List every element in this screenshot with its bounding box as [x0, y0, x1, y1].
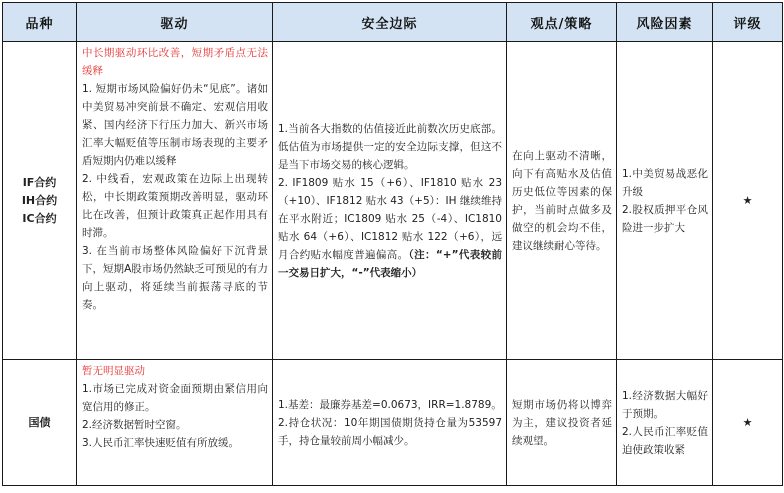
drive-item: 2.经济数据暂时空窗。 [82, 419, 187, 431]
category-index-futures [3, 42, 77, 360]
drive-title: 中长期驱动环比改善，短期矛盾点无法缓释 [82, 47, 268, 77]
view-cell [507, 42, 617, 360]
basis-note: （注：“+”代表较前一交易日扩大，“-”代表缩小） [278, 248, 502, 279]
view-cell [507, 360, 617, 486]
header-row [3, 3, 783, 42]
drive-cell [77, 360, 273, 486]
view-text: 在向上驱动不清晰，向下有高贴水及估值历史低位等因素的保护，当前时点做多及做空的机会均不佳，建议继续耐心等待。 [512, 149, 612, 252]
safety-cell [273, 360, 507, 486]
basis-text: 2. IF1809 贴水 15（+6）、IF1810 贴水 23（+10）、IF1812 贴水 43（+5）：IH 继续维持在平水附近；IC1809 贴水 25（-4）、IC1810 贴水 64（+6）、IC1812 贴水 122（+6），远月合约贴水幅度普遍偏高。 [278, 176, 502, 261]
risk-cell [617, 42, 713, 360]
drive-item: 2. 中线看，宏观政策在边际上出现转松，中长期政策预期改善明显，驱动环比在改善，但预计政策真正起作用具有时滞。 [82, 173, 268, 239]
safety-item [278, 174, 502, 282]
view-text: 短期市场仍将以博弈为主，建议投资者延续观望。 [512, 398, 612, 447]
drive-title: 暂无明显驱动 [82, 365, 145, 377]
safety-cell [273, 42, 507, 360]
safety-item: 1.基差：最廉券基差=0.0673，IRR=1.8789。 [278, 398, 502, 411]
safety-item: 2.持仓状况：10年期国债期货持仓量为53597手，持仓量较前周小幅减少。 [278, 416, 502, 447]
risk-cell [617, 360, 713, 486]
header-view-strategy: 观点/策略 [507, 3, 617, 42]
rating-cell [713, 360, 783, 486]
safety-item: 1.当前各大指数的估值接近此前数次历史底部。低估值为市场提供一定的安全边际支撑，但这不是当下市场交易的核心逻辑。 [278, 122, 502, 171]
header-risk-factors: 风险因素 [617, 3, 713, 42]
header-variety: 品种 [3, 3, 77, 42]
risk-text: 1.经济数据大幅好于预期。 2.人民币汇率贬值迫使政策收紧 [622, 389, 708, 456]
header-rating: 评级 [713, 3, 783, 42]
category-treasury [3, 360, 77, 486]
rating-cell [713, 42, 783, 360]
header-safety-margin: 安全边际 [273, 3, 507, 42]
header-drive: 驱动 [77, 3, 273, 42]
drive-cell [77, 42, 273, 360]
category-label: 国债 [28, 415, 51, 429]
drive-item: 1.市场已完成对资金面预期由紧信用向宽信用的修正。 [82, 383, 268, 413]
strategy-table [2, 2, 783, 486]
table-row-index-futures [3, 42, 783, 360]
risk-text: 1.中美贸易战恶化升级 2.股权质押平仓风险进一步扩大 [622, 167, 708, 234]
table-row-treasury [3, 360, 783, 486]
star-icon: ★ [742, 193, 753, 207]
drive-item: 3. 在当前市场整体风险偏好下沉背景下，短期A股市场仍然缺乏可预见的有力向上驱动，将延续当前振荡寻底的节奏。 [82, 245, 268, 311]
category-label: IF合约 IH合约 IC合约 [21, 175, 58, 225]
drive-item: 3.人民币汇率快速贬值有所放缓。 [82, 437, 240, 449]
drive-item: 1. 短期市场风险偏好仍未“见底”。诸如中美贸易冲突前景不确定、宏观信用收紧、国内经济下行压力加大、新兴市场汇率大幅贬值等压制市场表现的主要矛盾短期内仍难以缓释 [82, 83, 268, 167]
star-icon: ★ [742, 415, 753, 429]
